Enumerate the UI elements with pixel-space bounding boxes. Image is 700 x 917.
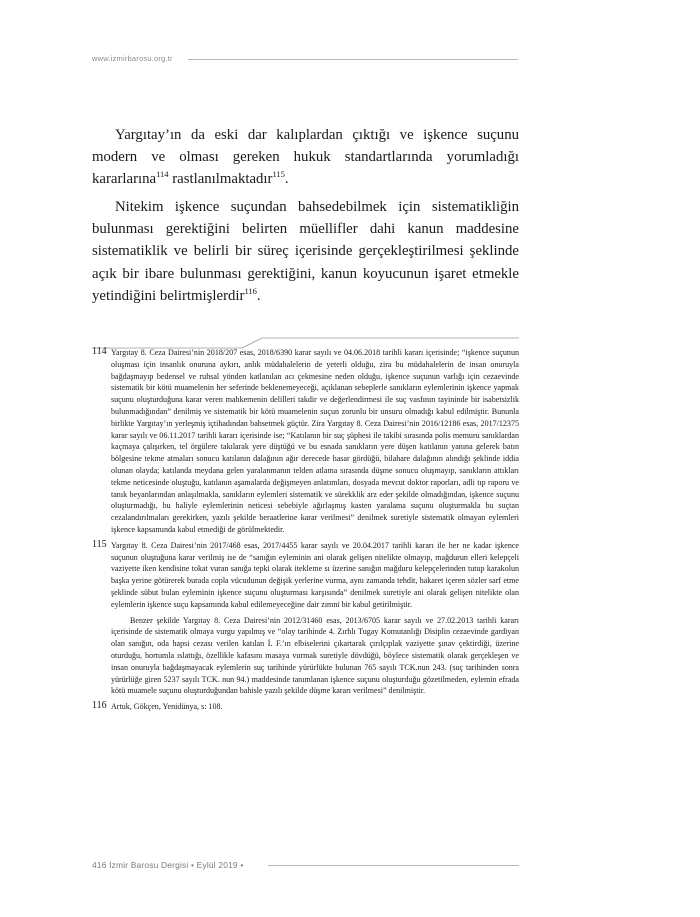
footnote-text: Artuk, Gökçen, Yenidünya, s: 108. [111, 702, 223, 712]
footnote-text: Yargıtay 8. Ceza Dairesi’nin 2018/207 esas, 2018/6390 karar sayılı ve 04.06.2018 tarihli kararı içerisinde; “işkence suçunun oluşması için insanlık onuruna aykırı, anlık müdahalelerin de yeterli olduğu, zira bu müdahalelerin de insan onuruyla bağdaşmayıp bedensel ve ruhsal yönden katlanılan acı çekmesine neden olduğu, işkence suçunun varlığı için cezaevinde sistematik bir kötü muamelenin her seferinde beklenemeyeceği, açıklanan sebeplerle sanıkların eylemlerinin işkence yapmak suçunu oluşturduğuna karar veren mahkemenin delilleri takdir ve değerlendirmesi ile suç vasfının tayininde bir isabetsizlik bulunmadığından” denilmiş ve sistematik bir kötü muamelenin suçun zorunlu bir unsuru olmadığı kabul edilmiştir. Bununla birlikte Yargıtay’ın yerleşmiş içtihadından bahsetmek güçtür. Zira Yargıtay 8. Ceza Dairesi’nin 2016/12186 esas, 2017/12375 karar sayılı ve 06.11.2017 tarihli kararı içerisinde ise; “Katılanın bir suç şüphesi ile takibi sırasında polis memuru sanıklardan kaçmaya çalışırken, tel örgülere takılarak yere düştüğü ve bu esnada sanıkların yere düşen katılanın yanına gelerek batın bölgesine tekme atmaları sonucu katılanın dalağının ağır derecede hasar gördüğü, bilahare dalağının alındığı şeklinde iddia olunan olayda; katılanda meydana gelen yaralanmanın telden atlama sırasında düşme sonucu oluşmayıp, sanıkların attıkları tekme neticesinde oluştuğu, katılanın aşamalarda değişmeyen anlatımları, dosyada mevcut doktor raporları, adli tıp raporu ve tanık beyanlarından anlaşılmakla, sanıkların eylemleri sistematik ve sürekklik arz eder şekilde olmadığından, işkence suçunu oluşturmadığı, bu haliyle eylemlerinin neticesi sebebiyle ağırlaşmış kasten yaralama suçunu oluşturmakla bu suçtan cezalandırılmaları gerekirken, yazılı şekilde beraatlerine karar verilmesi” denilmek suretiyle sistematik olmayan eylemleri işkence kapsamında kabul etmediği de görülmektedir. [111, 348, 519, 534]
header-rule [188, 59, 518, 60]
header-url: www.izmirbarosu.org.tr [92, 54, 173, 63]
footnote-ref: 114 [156, 169, 169, 180]
footnote-116 [92, 701, 519, 713]
paragraph-text: Yargıtay’ın da eski dar kalıplardan çıktığı ve işkence suçunu modern ve olması gereken hukuk standartlarında yorumladığı kararlarına [92, 127, 519, 188]
footnote-ref: 115 [272, 169, 285, 180]
footnote-115 [92, 540, 519, 611]
paragraph-end: . [256, 287, 261, 304]
footnote-text: Yargıtay 8. Ceza Dairesi’nin 2017/468 esas, 2017/4455 karar sayılı ve 20.04.2017 tarihli kararı ile her ne kadar işkence suçunun oluştuğuna karar verilmiş ise de “sanığın eyleminin ani olarak gelişen nitelikte olmayıp, mağdurun elleri kelepçeli vaziyette iken kendisine tokat vuran sanığa tepki olarak itekleme sı üzerine sanığın mağduru kelepçelerinden tutup karakolun başka yerine götürerek burada copla vücudunun değişik yerlerine vurma, aynı zamanda tehdit, hakaret içeren sözler sarf etme şeklinde sübut bulan eyleminin işkence suçunu oluşturması karşısında” denilmek suretiyle ani olarak gelişen nitelikte olan eylemlerin işkence suçu kapsamında kabul edilemeyeceğine dair zımni bir kabul getirilmiştir. [111, 540, 519, 609]
body-paragraph-2 [92, 196, 519, 307]
page-footer: 416 İzmir Barosu Dergisi • Eylül 2019 • [92, 860, 244, 870]
footnote-114 [92, 347, 519, 536]
paragraph-text: Nitekim işkence suçundan bahsedebilmek için sistematikliğin bulunması gerektiğini belirten müellifler dahi kanun maddesine sistematiklik ve belirli bir süreç içerisinde gerçekleştirilmesi şeklinde açık bir ibare bulunması gerektiğini, kanun koyucunun işaret etmekle yetindiğini belirtmişlerdir [92, 199, 519, 304]
body-paragraph-1 [92, 124, 519, 191]
paragraph-text: rastlanılmaktadır [168, 171, 273, 188]
footnote-number: 115 [92, 538, 107, 550]
paragraph-end: . [284, 171, 289, 188]
footnote-number: 114 [92, 346, 107, 357]
footnote-number: 116 [92, 700, 107, 712]
footnotes [92, 347, 519, 717]
footnote-115-continuation: Benzer şekilde Yargıtay 8. Ceza Dairesi’nin 2012/31460 esas, 2013/6705 karar sayılı ve 27.02.2013 tarihli kararı içerisinde de sistematik olmaya vurgu yapılmış ve “olay tarihinde 4. Zırhlı Tugay Komutanlığı Disiplin cezaevinde gardiyan olan sanığın, oda hapsi cezası verilen katılan İ. F.’ın elbiselerini çıkartarak çırılçıplak vaziyette şınav çektirdiği, üzerine oturduğu, hortumla ıslattığı, özellikle kafasını masaya vurmak suretiyle dövdüğü, böylece sistematik olarak gerçekleşen ve insan onuruyla bağdaşmayacak eylemlerin suç tarihinde yürürlükte bulunan 765 sayılı TCK.nun 243. (suç tarihinden sonra yürürlüğe giren 5237 sayılı TCK. nun 94.) maddesinde tanımlanan işkence suçunu oluşturduğu gözetilmeden, eylemin efrada kötü muamele suçunu oluşturduğundan bahisle yazılı şekilde düşme kararı verilmesi” denilmiştir. [111, 615, 519, 696]
footer-rule [268, 865, 519, 866]
footnote-ref: 116 [244, 285, 257, 296]
